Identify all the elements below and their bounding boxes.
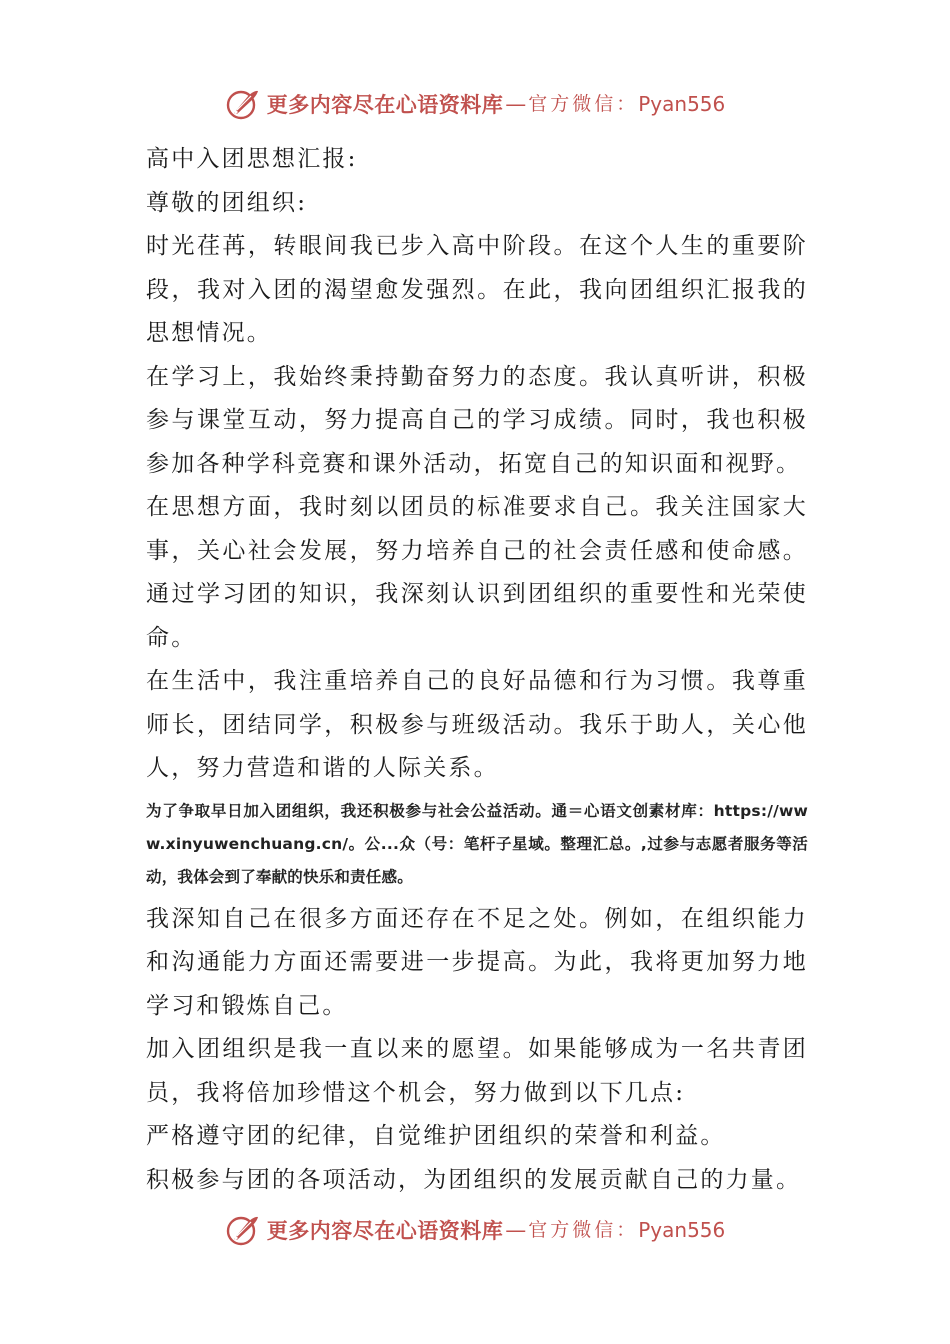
header-banner xyxy=(0,82,950,126)
footer-banner xyxy=(0,1208,950,1252)
paragraph-thought: 在思想方面，我时刻以团员的标准要求自己。我关注国家大事，关心社会发展，努力培养自己的社会责任感和使命感。通过学习团的知识，我深刻认识到团组织的重要性和光荣使命。 xyxy=(146,494,808,651)
document-body xyxy=(146,138,808,1202)
banner-site-name: 更多内容尽在心语资料库 xyxy=(266,1217,504,1243)
banner-wechat-id: Pyan556 xyxy=(638,1218,726,1242)
paragraph-intro: 时光荏苒，转眼间我已步入高中阶段。在这个人生的重要阶段，我对入团的渴望愈发强烈。在此，我向团组织汇报我的思想情况。 xyxy=(146,233,808,346)
document-title: 高中入团思想汇报: xyxy=(146,146,358,172)
banner-dash: — xyxy=(505,1217,527,1242)
inserted-note: 为了争取早日加入团组织，我还积极参与社会公益活动。通＝心语文创素材库：https://www.xinyuwenchuang.cn/。公...众（号：笔杆子星域。整理汇总。,过参与志愿者服务等活动，我体会到了奉献的快乐和责任感。 xyxy=(146,801,808,886)
banner-dash: — xyxy=(505,91,527,116)
banner-wechat-label: 官方微信： xyxy=(528,92,639,115)
salutation: 尊敬的团组织: xyxy=(146,189,308,216)
banner-wechat-id: Pyan556 xyxy=(638,92,726,116)
paragraph-life: 在生活中，我注重培养自己的良好品德和行为习惯。我尊重师长，团结同学，积极参与班级活动。我乐于助人，关心他人，努力营造和谐的人际关系。 xyxy=(146,668,808,781)
paragraph-point-activities: 积极参与团的各项活动，为团组织的发展贡献自己的力量。 xyxy=(146,1166,802,1193)
paragraph-aspiration: 加入团组织是我一直以来的愿望。如果能够成为一名共青团员，我将倍加珍惜这个机会，努力做到以下几点: xyxy=(146,1036,808,1106)
paragraph-shortcomings: 我深知自己在很多方面还存在不足之处。例如，在组织能力和沟通能力方面还需要进一步提高。为此，我将更加努力地学习和锻炼自己。 xyxy=(146,905,808,1019)
paragraph-study: 在学习上，我始终秉持勤奋努力的态度。我认真听讲，积极参与课堂互动，努力提高自己的学习成绩。同时，我也积极参加各种学科竞赛和课外活动，拓宽自己的知识面和视野。 xyxy=(146,363,808,477)
paragraph-point-discipline: 严格遵守团的纪律，自觉维护团组织的荣誉和利益。 xyxy=(146,1123,726,1149)
quill-pen-logo-icon xyxy=(225,1212,261,1248)
banner-site-name: 更多内容尽在心语资料库 xyxy=(266,91,504,117)
banner-wechat-label: 官方微信： xyxy=(528,1218,639,1241)
quill-pen-logo-icon xyxy=(225,86,261,122)
